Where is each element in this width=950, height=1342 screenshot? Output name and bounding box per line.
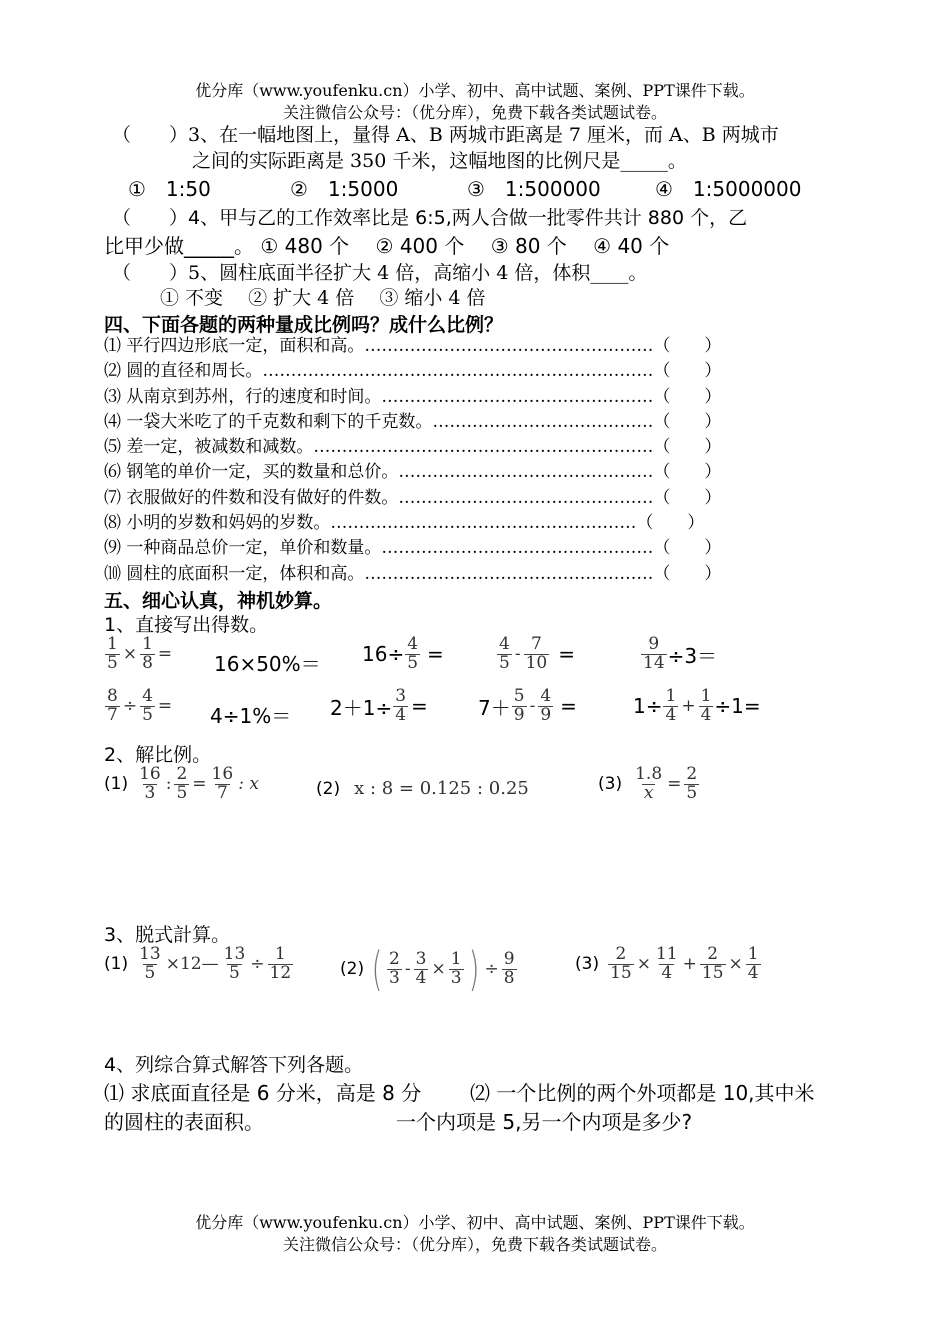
- q3-line-2: 之间的实际距离是 350 千米，这幅地图的比例尺是_____。: [192, 150, 687, 172]
- list-item: ⑸ 差一定，被减数和减数。……………………………………………………（ ）: [104, 437, 722, 458]
- part3-title: 3、脱式計算。: [104, 924, 231, 946]
- stepcalc-2: (2) ( $\frac{2}{3}$ - $\frac{3}{4}$ × $\frac{1}{3}$ ) ÷ $\frac{9}{8}$: [340, 942, 515, 996]
- list-item: ⑷ 一袋大米吃了的千克数和剩下的千克数。…………………………………（ ）: [104, 411, 722, 432]
- q3-option-2: ② 1:5000: [290, 177, 399, 201]
- list-item: ⑴ 平行四边形底一定，面积和高。……………………………………………（ ）: [104, 336, 722, 356]
- word-problem-2-line-1: ⑵ 一个比例的两个外项都是 10,其中米: [470, 1081, 815, 1105]
- calc-1c: 16÷ $\frac{4}{5}$ =: [362, 634, 444, 673]
- list-item: ⑹ 钢笔的单价一定，买的数量和总价。………………………………………（ ）: [104, 462, 722, 483]
- proportion-3: (3) $\frac{1.8}{x}$ = $\frac{2}{5}$: [598, 764, 698, 803]
- section4-list: [104, 334, 721, 587]
- stepcalc-1: (1) $\frac{13}{5}$ ×12— $\frac{13}{5}$ ÷ $\frac{1}{12}$: [104, 944, 292, 983]
- q4-line-1: （ ）4、甲与乙的工作效率比是 6:5,两人合做一批零件共计 880 个，乙: [112, 207, 748, 229]
- calc-1h: 2＋1÷ $\frac{3}{4}$ =: [330, 686, 428, 725]
- part2-title: 2、解比例。: [104, 744, 212, 766]
- q4-line-2: 比甲少做_____。 ① 480 个 ② 400 个 ③ 80 个 ④ 40 个: [104, 234, 670, 258]
- header-line-2: 关注微信公众号：（优分库），免费下载各类试题试卷。: [282, 103, 667, 122]
- list-item: ⑼ 一种商品总价一定，单价和数量。…………………………………………（ ）: [104, 538, 722, 559]
- word-problem-2-line-2: 一个内项是 5,另一个内项是多少?: [396, 1110, 693, 1134]
- calc-1f: $\frac{8}{7}$ ÷ $\frac{4}{5}$ =: [107, 686, 173, 725]
- list-item: ⑻ 小明的岁数和妈妈的岁数。………………………………………………（ ）: [104, 513, 705, 534]
- q3-option-4: ④ 1:5000000: [655, 177, 802, 201]
- list-item: ⑽ 圆柱的底面积一定，体积和高。……………………………………………（ ）: [104, 563, 722, 584]
- calc-1g: 4÷1%＝: [210, 704, 292, 728]
- section5-title: 五、细心认真，神机妙算。: [104, 590, 333, 612]
- part1-title: 1、直接写出得数。: [104, 614, 269, 636]
- list-item: ⑶ 从南京到苏州，行的速度和时间。…………………………………………（ ）: [104, 386, 722, 407]
- proportion-1: (1) $\frac{16}{3}$ : $\frac{2}{5}$ = $\frac{16}{7}$ : x: [104, 764, 259, 803]
- header-line-1: 优分库（www.youfenku.cn）小学、初中、高中试题、案例、PPT课件下载。: [195, 81, 755, 100]
- q5-options: ① 不变 ② 扩大 4 倍 ③ 缩小 4 倍: [160, 287, 486, 309]
- section4-title: 四、下面各题的两种量成比例吗？成什么比例？: [104, 314, 504, 336]
- calc-1i: 7＋ $\frac{5}{9}$ - $\frac{4}{9}$ =: [478, 686, 577, 725]
- calc-1j: 1÷ $\frac{1}{4}$ + $\frac{1}{4}$ ÷1=: [633, 686, 761, 725]
- proportion-2: (2) x : 8 = 0.125 : 0.25: [316, 778, 529, 799]
- calc-1e: $\frac{9}{14}$ ÷3＝: [643, 634, 718, 673]
- list-item: ⑺ 衣服做好的件数和没有做好的件数。………………………………………（ ）: [104, 487, 722, 508]
- calc-1a: $\frac{1}{5}$ × $\frac{1}{8}$ =: [107, 634, 173, 673]
- footer-line-2: 关注微信公众号：（优分库），免费下载各类试题试卷。: [282, 1235, 667, 1254]
- list-item: ⑵ 圆的直径和周长。……………………………………………………………（ ）: [104, 361, 722, 382]
- q3-option-3: ③ 1:500000: [467, 177, 601, 201]
- calc-1d: $\frac{4}{5}$ - $\frac{7}{10}$ =: [499, 634, 575, 673]
- word-problem-1-line-1: ⑴ 求底面直径是 6 分米，高是 8 分: [104, 1081, 422, 1105]
- calc-1b: 16×50%＝: [214, 652, 321, 676]
- q5-line-1: （ ）5、圆柱底面半径扩大 4 倍，高缩小 4 倍，体积____。: [112, 262, 648, 284]
- word-problem-1-line-2: 的圆柱的表面积。: [104, 1110, 264, 1134]
- q3-option-1: ① 1:50: [128, 177, 211, 201]
- q3-line-1: （ ）3、在一幅地图上，量得 A、B 两城市距离是 7 厘米，而 A、B 两城市: [112, 124, 779, 146]
- part4-title: 4、列综合算式解答下列各题。: [104, 1054, 364, 1076]
- footer-line-1: 优分库（www.youfenku.cn）小学、初中、高中试题、案例、PPT课件下载。: [195, 1213, 755, 1232]
- stepcalc-3: (3) $\frac{2}{15}$ × $\frac{11}{4}$ + $\frac{2}{15}$ × $\frac{1}{4}$: [575, 944, 759, 983]
